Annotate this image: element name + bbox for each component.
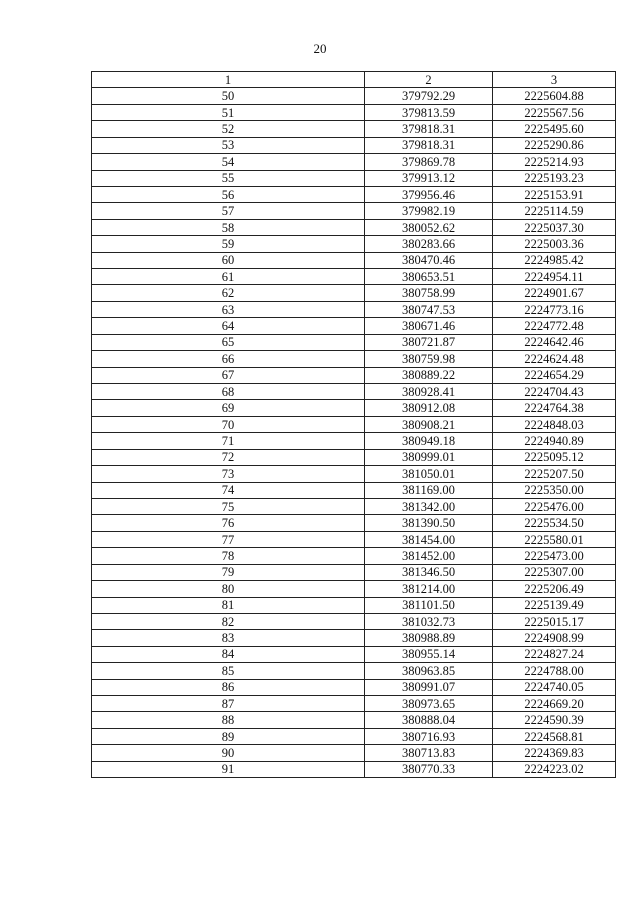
point-number-cell: 82 bbox=[92, 613, 365, 629]
point-number-cell: 58 bbox=[92, 219, 365, 235]
point-number-cell: 80 bbox=[92, 581, 365, 597]
y-coordinate-cell: 2224568.81 bbox=[493, 728, 616, 744]
page-number: 20 bbox=[313, 41, 327, 56]
y-coordinate-cell: 2225037.30 bbox=[493, 219, 616, 235]
x-coordinate-cell: 379869.78 bbox=[365, 154, 493, 170]
x-coordinate-cell: 380991.07 bbox=[365, 679, 493, 695]
table-row bbox=[92, 433, 616, 449]
table-row bbox=[92, 745, 616, 761]
y-coordinate-cell: 2225153.91 bbox=[493, 186, 616, 202]
table-row bbox=[92, 285, 616, 301]
x-coordinate-cell: 379818.31 bbox=[365, 137, 493, 153]
y-coordinate-cell: 2225139.49 bbox=[493, 597, 616, 613]
table-row bbox=[92, 219, 616, 235]
point-number-cell: 76 bbox=[92, 515, 365, 531]
y-coordinate-cell: 2224908.99 bbox=[493, 630, 616, 646]
y-coordinate-cell: 2224848.03 bbox=[493, 416, 616, 432]
x-coordinate-cell: 380973.65 bbox=[365, 696, 493, 712]
x-coordinate-cell: 379956.46 bbox=[365, 186, 493, 202]
y-coordinate-cell: 2224772.48 bbox=[493, 318, 616, 334]
y-coordinate-cell: 2225473.00 bbox=[493, 548, 616, 564]
x-coordinate-cell: 380955.14 bbox=[365, 646, 493, 662]
x-coordinate-cell: 380908.21 bbox=[365, 416, 493, 432]
y-coordinate-cell: 2225534.50 bbox=[493, 515, 616, 531]
table-header bbox=[92, 72, 616, 88]
table-row bbox=[92, 597, 616, 613]
point-number-cell: 61 bbox=[92, 269, 365, 285]
table-row bbox=[92, 416, 616, 432]
y-coordinate-cell: 2224590.39 bbox=[493, 712, 616, 728]
table-row bbox=[92, 761, 616, 777]
table-row bbox=[92, 449, 616, 465]
header-row bbox=[92, 72, 616, 88]
x-coordinate-cell: 380052.62 bbox=[365, 219, 493, 235]
table-row bbox=[92, 170, 616, 186]
table-row bbox=[92, 88, 616, 104]
y-coordinate-cell: 2224773.16 bbox=[493, 301, 616, 317]
point-number-cell: 89 bbox=[92, 728, 365, 744]
x-coordinate-cell: 380283.66 bbox=[365, 236, 493, 252]
point-number-cell: 62 bbox=[92, 285, 365, 301]
y-coordinate-cell: 2225015.17 bbox=[493, 613, 616, 629]
table-row bbox=[92, 531, 616, 547]
table-row bbox=[92, 581, 616, 597]
x-coordinate-cell: 380470.46 bbox=[365, 252, 493, 268]
x-coordinate-cell: 379913.12 bbox=[365, 170, 493, 186]
x-coordinate-cell: 379818.31 bbox=[365, 121, 493, 137]
point-number-cell: 81 bbox=[92, 597, 365, 613]
point-number-cell: 86 bbox=[92, 679, 365, 695]
point-number-cell: 73 bbox=[92, 466, 365, 482]
table-row bbox=[92, 318, 616, 334]
table-row bbox=[92, 630, 616, 646]
point-number-cell: 55 bbox=[92, 170, 365, 186]
x-coordinate-cell: 381342.00 bbox=[365, 498, 493, 514]
point-number-cell: 70 bbox=[92, 416, 365, 432]
y-coordinate-cell: 2225495.60 bbox=[493, 121, 616, 137]
table-row bbox=[92, 400, 616, 416]
x-coordinate-cell: 380963.85 bbox=[365, 663, 493, 679]
table-row bbox=[92, 482, 616, 498]
y-coordinate-cell: 2225214.93 bbox=[493, 154, 616, 170]
x-coordinate-cell: 381346.50 bbox=[365, 564, 493, 580]
point-number-cell: 84 bbox=[92, 646, 365, 662]
header-col-3: 3 bbox=[493, 72, 616, 88]
x-coordinate-cell: 381214.00 bbox=[365, 581, 493, 597]
x-coordinate-cell: 381454.00 bbox=[365, 531, 493, 547]
point-number-cell: 75 bbox=[92, 498, 365, 514]
x-coordinate-cell: 380889.22 bbox=[365, 367, 493, 383]
table-row bbox=[92, 137, 616, 153]
table-row bbox=[92, 121, 616, 137]
y-coordinate-cell: 2225095.12 bbox=[493, 449, 616, 465]
x-coordinate-cell: 379982.19 bbox=[365, 203, 493, 219]
point-number-cell: 52 bbox=[92, 121, 365, 137]
y-coordinate-cell: 2224954.11 bbox=[493, 269, 616, 285]
x-coordinate-cell: 381050.01 bbox=[365, 466, 493, 482]
point-number-cell: 66 bbox=[92, 351, 365, 367]
x-coordinate-cell: 380988.89 bbox=[365, 630, 493, 646]
point-number-cell: 67 bbox=[92, 367, 365, 383]
point-number-cell: 54 bbox=[92, 154, 365, 170]
point-number-cell: 60 bbox=[92, 252, 365, 268]
x-coordinate-cell: 381452.00 bbox=[365, 548, 493, 564]
y-coordinate-cell: 2225114.59 bbox=[493, 203, 616, 219]
x-coordinate-cell: 381390.50 bbox=[365, 515, 493, 531]
point-number-cell: 65 bbox=[92, 334, 365, 350]
x-coordinate-cell: 381169.00 bbox=[365, 482, 493, 498]
table-row bbox=[92, 269, 616, 285]
y-coordinate-cell: 2224827.24 bbox=[493, 646, 616, 662]
x-coordinate-cell: 380759.98 bbox=[365, 351, 493, 367]
table-row bbox=[92, 351, 616, 367]
y-coordinate-cell: 2224940.89 bbox=[493, 433, 616, 449]
x-coordinate-cell: 381101.50 bbox=[365, 597, 493, 613]
table-row bbox=[92, 498, 616, 514]
table-row bbox=[92, 186, 616, 202]
y-coordinate-cell: 2225206.49 bbox=[493, 581, 616, 597]
table-row bbox=[92, 679, 616, 695]
point-number-cell: 51 bbox=[92, 104, 365, 120]
table-row bbox=[92, 466, 616, 482]
x-coordinate-cell: 380770.33 bbox=[365, 761, 493, 777]
y-coordinate-cell: 2225207.50 bbox=[493, 466, 616, 482]
y-coordinate-cell: 2224704.43 bbox=[493, 384, 616, 400]
point-number-cell: 85 bbox=[92, 663, 365, 679]
x-coordinate-cell: 380999.01 bbox=[365, 449, 493, 465]
y-coordinate-cell: 2224669.20 bbox=[493, 696, 616, 712]
table-row bbox=[92, 301, 616, 317]
x-coordinate-cell: 381032.73 bbox=[365, 613, 493, 629]
table-row bbox=[92, 613, 616, 629]
point-number-cell: 77 bbox=[92, 531, 365, 547]
table-row bbox=[92, 564, 616, 580]
point-number-cell: 87 bbox=[92, 696, 365, 712]
x-coordinate-cell: 380928.41 bbox=[365, 384, 493, 400]
table-row bbox=[92, 515, 616, 531]
table-row bbox=[92, 154, 616, 170]
y-coordinate-cell: 2225567.56 bbox=[493, 104, 616, 120]
point-number-cell: 64 bbox=[92, 318, 365, 334]
table-row bbox=[92, 548, 616, 564]
y-coordinate-cell: 2224740.05 bbox=[493, 679, 616, 695]
table-row bbox=[92, 384, 616, 400]
x-coordinate-cell: 379792.29 bbox=[365, 88, 493, 104]
table-row bbox=[92, 252, 616, 268]
table-row bbox=[92, 104, 616, 120]
x-coordinate-cell: 380949.18 bbox=[365, 433, 493, 449]
point-number-cell: 78 bbox=[92, 548, 365, 564]
x-coordinate-cell: 380716.93 bbox=[365, 728, 493, 744]
point-number-cell: 69 bbox=[92, 400, 365, 416]
table-row bbox=[92, 696, 616, 712]
x-coordinate-cell: 380747.53 bbox=[365, 301, 493, 317]
point-number-cell: 57 bbox=[92, 203, 365, 219]
table-row bbox=[92, 203, 616, 219]
table-row bbox=[92, 663, 616, 679]
y-coordinate-cell: 2224223.02 bbox=[493, 761, 616, 777]
y-coordinate-cell: 2224654.29 bbox=[493, 367, 616, 383]
y-coordinate-cell: 2225350.00 bbox=[493, 482, 616, 498]
point-number-cell: 59 bbox=[92, 236, 365, 252]
y-coordinate-cell: 2224624.48 bbox=[493, 351, 616, 367]
point-number-cell: 91 bbox=[92, 761, 365, 777]
y-coordinate-cell: 2225003.36 bbox=[493, 236, 616, 252]
table-body bbox=[92, 88, 616, 778]
point-number-cell: 68 bbox=[92, 384, 365, 400]
header-col-2: 2 bbox=[365, 72, 493, 88]
table-row bbox=[92, 646, 616, 662]
x-coordinate-cell: 379813.59 bbox=[365, 104, 493, 120]
y-coordinate-cell: 2224642.46 bbox=[493, 334, 616, 350]
y-coordinate-cell: 2224985.42 bbox=[493, 252, 616, 268]
point-number-cell: 50 bbox=[92, 88, 365, 104]
x-coordinate-cell: 380721.87 bbox=[365, 334, 493, 350]
table-row bbox=[92, 367, 616, 383]
y-coordinate-cell: 2224901.67 bbox=[493, 285, 616, 301]
x-coordinate-cell: 380888.04 bbox=[365, 712, 493, 728]
table-row bbox=[92, 334, 616, 350]
y-coordinate-cell: 2224369.83 bbox=[493, 745, 616, 761]
x-coordinate-cell: 380653.51 bbox=[365, 269, 493, 285]
y-coordinate-cell: 2225604.88 bbox=[493, 88, 616, 104]
point-number-cell: 79 bbox=[92, 564, 365, 580]
point-number-cell: 90 bbox=[92, 745, 365, 761]
coordinates-table bbox=[91, 71, 616, 778]
table-row bbox=[92, 728, 616, 744]
point-number-cell: 74 bbox=[92, 482, 365, 498]
point-number-cell: 71 bbox=[92, 433, 365, 449]
point-number-cell: 56 bbox=[92, 186, 365, 202]
y-coordinate-cell: 2225580.01 bbox=[493, 531, 616, 547]
point-number-cell: 83 bbox=[92, 630, 365, 646]
x-coordinate-cell: 380758.99 bbox=[365, 285, 493, 301]
point-number-cell: 53 bbox=[92, 137, 365, 153]
y-coordinate-cell: 2225476.00 bbox=[493, 498, 616, 514]
table-row bbox=[92, 236, 616, 252]
point-number-cell: 63 bbox=[92, 301, 365, 317]
header-col-1: 1 bbox=[92, 72, 365, 88]
y-coordinate-cell: 2225193.23 bbox=[493, 170, 616, 186]
y-coordinate-cell: 2224788.00 bbox=[493, 663, 616, 679]
y-coordinate-cell: 2225307.00 bbox=[493, 564, 616, 580]
y-coordinate-cell: 2224764.38 bbox=[493, 400, 616, 416]
y-coordinate-cell: 2225290.86 bbox=[493, 137, 616, 153]
table-row bbox=[92, 712, 616, 728]
point-number-cell: 72 bbox=[92, 449, 365, 465]
x-coordinate-cell: 380713.83 bbox=[365, 745, 493, 761]
x-coordinate-cell: 380671.46 bbox=[365, 318, 493, 334]
x-coordinate-cell: 380912.08 bbox=[365, 400, 493, 416]
point-number-cell: 88 bbox=[92, 712, 365, 728]
